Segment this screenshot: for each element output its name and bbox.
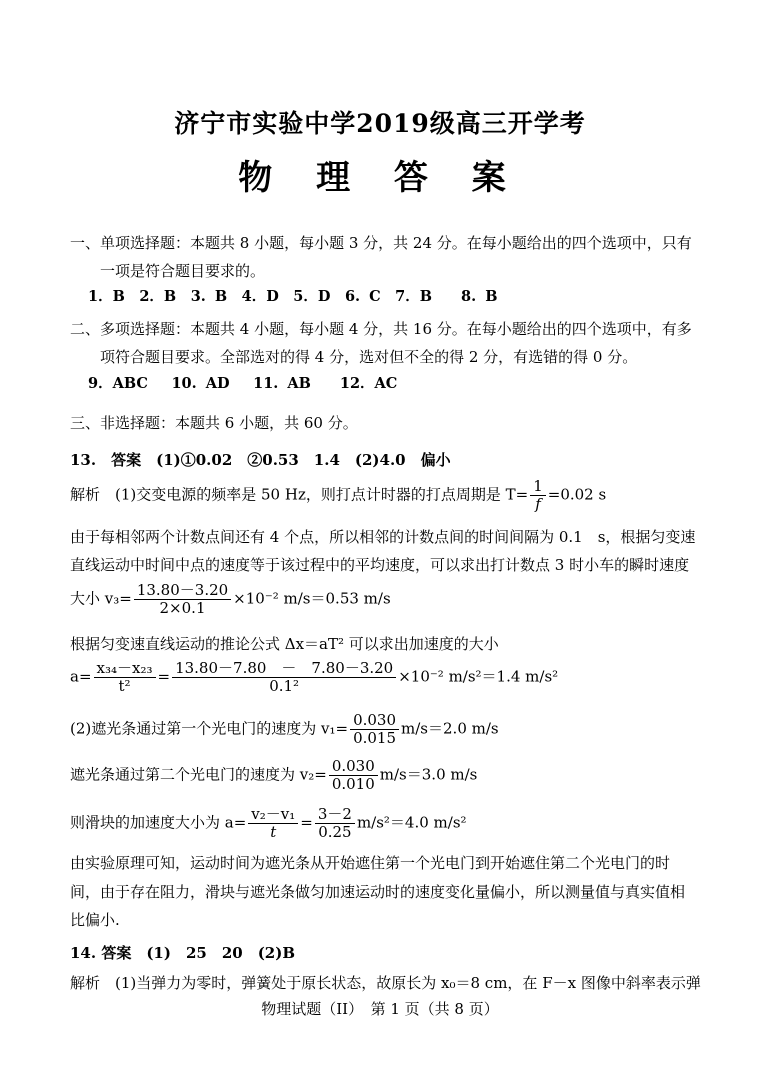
section1-intro-line2: 一项是符合题目要求的。: [100, 262, 266, 280]
fraction-v3: $\frac{13.80-3.20}{2\times 0.1}$: [134, 582, 231, 617]
q13-line2: 由于每相邻两个计数点间还有 4 个点，所以相邻的计数点间的时间间隔为 0.1 s，根据匀变速: [70, 528, 696, 546]
page-footer: 物理试题（II） 第 1 页（共 8 页）: [261, 1000, 499, 1018]
section3-intro: 三、非选择题：本题共 6 小题，共 60 分。: [70, 414, 358, 432]
q13-line8: 遮光条通过第二个光电门的速度为 v₂= $\frac{0.030}{0.010}$ m/s＝3.0 m/s: [70, 757, 478, 793]
section1-answers: 1．B 2．B 3. B 4．D 5．D 6. C 7．B 8. B: [88, 288, 498, 305]
q13-line9: 则滑块的加速度大小为 a= $\frac{\text{v₂－v₁}}{t}$ = $\frac{3-2}{0.25}$ m/s²＝4.0 m/s²: [70, 805, 467, 841]
q13-line4: 大小 v₃= $\frac{13.80-3.20}{2\times 0.1}$ ×10⁻² m/s＝0.53 m/s: [70, 581, 391, 617]
section2-intro-line1: 二、多项选择题：本题共 4 小题，每小题 4 分，共 16 分。在每小题给出的四个选项中，有多: [70, 320, 692, 338]
q14-line1: 解析 (1)当弹力为零时，弹簧处于原长状态，故原长为 x₀＝8 cm，在 F－x 图像中斜率表示弹: [70, 974, 701, 992]
q13-answer: 13. 答案 (1)①0.02 ②0.53 1.4 (2)4.0 偏小: [70, 451, 451, 469]
fraction-accel-numeric: $\frac{13.80-7.80 - 7.80-3.20}{\text{0.1²}}$: [172, 660, 396, 695]
fraction-accel-symbolic: $\frac{\text{x₃₄－x₂₃}}{\text{t²}}$: [94, 660, 156, 695]
fraction-v2: $\frac{0.030}{0.010}$: [329, 758, 378, 793]
q13-line11: 间，由于存在阻力，滑块与遮光条做匀加速运动时的速度变化量偏小，所以测量值与真实值相: [70, 883, 686, 901]
q14-answer: 14. 答案 (1) 25 20 (2)B: [70, 944, 296, 962]
q13-line6: a= $\frac{\text{x₃₄－x₂₃}}{\text{t²}}$ = $\frac{13.80-7.80 - 7.80-3.20}{\text{0.1²}}$ ×10⁻² m/s²＝1.4 m/s²: [70, 659, 559, 695]
fraction-period: $\frac{1}{f}$: [530, 478, 546, 513]
section1-intro-line1: 一、单项选择题：本题共 8 小题，每小题 3 分，共 24 分。在每小题给出的四个选项中，只有: [70, 234, 692, 252]
fraction-accel-numeric-2: $\frac{3-2}{0.25}$: [315, 806, 355, 841]
q13-line3: 直线运动中时间中点的速度等于该过程中的平均速度，可以求出打计数点 3 时小车的瞬时速度: [70, 556, 690, 574]
page-subtitle: 物 理 答 案: [238, 158, 522, 198]
q13-line7: (2)遮光条通过第一个光电门的速度为 v₁= $\frac{0.030}{0.015}$ m/s＝2.0 m/s: [70, 711, 499, 747]
section2-answers: 9．ABC 10. AD 11. AB 12．AC: [88, 375, 398, 392]
fraction-v1: $\frac{0.030}{0.015}$: [350, 712, 399, 747]
section2-intro-line2: 项符合题目要求。全部选对的得 4 分，选对但不全的得 2 分，有选错的得 0 分。: [100, 348, 638, 366]
q13-line1: 解析 (1)交变电源的频率是 50 Hz，则打点计时器的打点周期是 T= $\frac{1}{f}$ =0.02 s: [70, 477, 607, 513]
fraction-accel-symbolic-2: $\frac{\text{v₂－v₁}}{t}$: [248, 806, 298, 841]
q13-line12: 比偏小.: [70, 911, 120, 929]
page-title: 济宁市实验中学2019级高三开学考: [174, 109, 586, 138]
q13-line10: 由实验原理可知，运动时间为遮光条从开始遮住第一个光电门到开始遮住第二个光电门的时: [70, 854, 671, 872]
q13-line5: 根据匀变速直线运动的推论公式 Δx＝aT² 可以求出加速度的大小: [70, 635, 499, 653]
